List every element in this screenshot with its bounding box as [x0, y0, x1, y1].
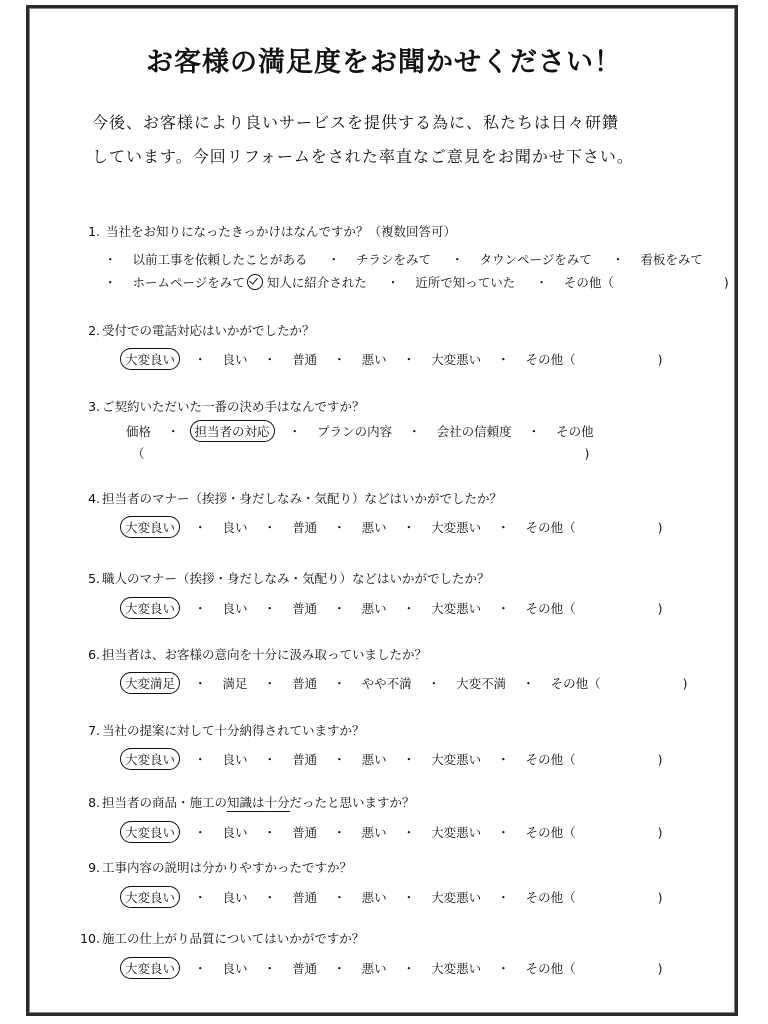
punctuation: （: [132, 446, 145, 461]
option-selected[interactable]: 大変良い: [120, 516, 180, 538]
separator: ・: [263, 520, 277, 535]
punctuation: ): [657, 890, 663, 905]
separator: ・: [333, 752, 346, 767]
option[interactable]: 大変悪い: [431, 961, 482, 976]
option-selected[interactable]: 大変良い: [120, 597, 180, 619]
option-other[interactable]: その他（: [525, 825, 576, 840]
option[interactable]: 満足: [222, 676, 248, 691]
option[interactable]: プランの内容: [317, 424, 393, 439]
separator: ・: [402, 825, 416, 840]
separator: ・: [408, 424, 421, 439]
option[interactable]: 悪い: [361, 961, 387, 976]
option[interactable]: 価格: [126, 424, 152, 439]
option-selected[interactable]: 大変良い: [120, 886, 180, 908]
separator: ・: [263, 961, 277, 976]
question-text: 担当者は、お客様の意向を十分に汲み取っていましたか？: [102, 647, 428, 662]
separator: ・: [535, 275, 548, 290]
q1-options-row-1: [104, 250, 705, 268]
punctuation: ): [657, 961, 663, 976]
option-selected[interactable]: 大変良い: [120, 348, 180, 370]
separator: ・: [527, 424, 541, 439]
q5-options: [124, 597, 663, 619]
option-other[interactable]: その他（: [525, 890, 576, 905]
q3-other-field[interactable]: [132, 444, 589, 462]
separator: ・: [194, 890, 207, 905]
separator: ・: [194, 676, 207, 691]
separator: ・: [263, 752, 277, 767]
separator: ・: [167, 424, 180, 439]
separator: ・: [194, 520, 207, 535]
option[interactable]: 良い: [222, 890, 248, 905]
punctuation: ): [584, 446, 590, 461]
option-other[interactable]: その他: [556, 424, 594, 439]
separator: ・: [497, 825, 510, 840]
option[interactable]: 大変悪い: [431, 601, 482, 616]
q4-options: [124, 516, 663, 538]
option[interactable]: 大変悪い: [431, 752, 482, 767]
separator: ・: [402, 752, 416, 767]
option[interactable]: 良い: [222, 601, 248, 616]
separator: ・: [333, 890, 346, 905]
separator: ・: [263, 352, 277, 367]
question-text: 当社をお知りになったきっかけはなんですか？（複数回答可）: [105, 224, 456, 239]
separator: ・: [194, 601, 207, 616]
option[interactable]: 普通: [292, 520, 318, 535]
separator: ・: [451, 252, 464, 267]
q2-options: [124, 348, 663, 370]
question-text: 工事内容の説明は分かりやすかったですか？: [102, 860, 353, 875]
punctuation: ): [657, 752, 663, 767]
option[interactable]: 悪い: [361, 352, 387, 367]
separator: ・: [497, 352, 510, 367]
option[interactable]: 近所で知っていた: [415, 275, 516, 290]
option[interactable]: 大変悪い: [431, 890, 482, 905]
separator: ・: [333, 520, 346, 535]
question-text: ご契約いただいた一番の決め手はなんですか？: [102, 399, 365, 414]
q3-options: [124, 420, 596, 442]
option[interactable]: 悪い: [361, 890, 387, 905]
separator: ・: [333, 676, 346, 691]
q9-options: [124, 886, 663, 908]
option[interactable]: 普通: [292, 890, 318, 905]
separator: ・: [402, 961, 416, 976]
option-checked[interactable]: 知人に紹介された: [266, 275, 367, 290]
separator: ・: [333, 352, 346, 367]
option[interactable]: タウンページをみて: [479, 252, 592, 267]
separator: ・: [522, 676, 535, 691]
separator: ・: [402, 601, 416, 616]
separator: ・: [263, 825, 277, 840]
separator: ・: [611, 252, 625, 267]
separator: ・: [194, 961, 207, 976]
separator: ・: [497, 752, 510, 767]
option[interactable]: 大変悪い: [431, 825, 482, 840]
option-selected[interactable]: 大変良い: [120, 748, 180, 770]
separator: ・: [402, 890, 416, 905]
separator: ・: [327, 252, 341, 267]
option[interactable]: 良い: [222, 752, 248, 767]
separator: ・: [288, 424, 302, 439]
separator: ・: [263, 676, 277, 691]
separator: ・: [497, 601, 510, 616]
punctuation: ): [657, 352, 663, 367]
option-other[interactable]: その他（: [525, 961, 576, 976]
option[interactable]: 悪い: [361, 601, 387, 616]
option-selected[interactable]: 大変良い: [120, 957, 180, 979]
option[interactable]: 良い: [222, 825, 248, 840]
separator: ・: [194, 752, 207, 767]
option[interactable]: 大変悪い: [431, 352, 482, 367]
separator: ・: [497, 961, 510, 976]
question-text: 職人のマナー（挨拶・身だしなみ・気配り）などはいかがでしたか？: [102, 571, 490, 586]
option-selected[interactable]: 担当者の対応: [190, 420, 275, 442]
underlined-text: 知識は十分: [227, 795, 290, 810]
intro-text: [92, 106, 692, 174]
separator: ・: [263, 890, 277, 905]
separator: ・: [497, 890, 510, 905]
option[interactable]: 以前工事を依頼したことがある: [132, 252, 308, 267]
separator: ・: [427, 676, 441, 691]
option[interactable]: 悪い: [361, 520, 387, 535]
separator: ・: [497, 520, 510, 535]
option[interactable]: 普通: [292, 752, 318, 767]
option-other[interactable]: その他（: [525, 601, 576, 616]
separator: ・: [194, 825, 207, 840]
punctuation: ): [682, 676, 688, 691]
q6-options: [124, 672, 688, 694]
option[interactable]: 大変不満: [456, 676, 507, 691]
option[interactable]: 大変悪い: [431, 520, 482, 535]
option-other[interactable]: その他（: [525, 352, 576, 367]
punctuation: ): [723, 275, 729, 290]
option[interactable]: 看板をみて: [640, 252, 703, 267]
option[interactable]: 会社の信頼度: [436, 424, 512, 439]
separator: ・: [333, 825, 346, 840]
q10-options: [124, 957, 663, 979]
option[interactable]: 良い: [222, 520, 248, 535]
punctuation: ・: [104, 252, 117, 267]
punctuation: ): [657, 601, 663, 616]
option[interactable]: 悪い: [361, 825, 387, 840]
option[interactable]: 悪い: [361, 752, 387, 767]
option-other[interactable]: その他（: [525, 520, 576, 535]
question-text: 施工の仕上がり品質についてはいかがですか？: [102, 931, 365, 946]
q8-options: [124, 821, 663, 843]
intro-line-1: 今後、お客様により良いサービスを提供する為に、私たちは日々研鑽: [92, 113, 620, 132]
option[interactable]: 良い: [222, 352, 248, 367]
option-other[interactable]: その他（: [550, 676, 601, 691]
punctuation: ): [657, 520, 663, 535]
separator: ・: [263, 601, 277, 616]
question-number: 1.: [88, 224, 100, 239]
checkmark-icon: [247, 274, 263, 290]
question-text: 担当者のマナー（挨拶・身だしなみ・気配り）などはいかがでしたか？: [102, 491, 503, 506]
option[interactable]: やや不満: [361, 676, 412, 691]
separator: ・: [386, 275, 400, 290]
q1-options-row-2: [104, 273, 729, 291]
intro-line-2: しています。今回リフォームをされた率直なご意見をお聞かせ下さい。: [92, 147, 634, 166]
question-text: 当社の提案に対して十分納得されていますか？: [102, 723, 365, 738]
separator: ・: [194, 352, 207, 367]
option[interactable]: 普通: [292, 352, 318, 367]
option-other[interactable]: その他（: [525, 752, 576, 767]
option[interactable]: ホームページをみて: [132, 275, 245, 290]
option[interactable]: 普通: [292, 825, 318, 840]
option[interactable]: 普通: [292, 961, 318, 976]
option[interactable]: 普通: [292, 601, 318, 616]
separator: ・: [333, 961, 346, 976]
option-selected[interactable]: 大変満足: [120, 672, 180, 694]
option[interactable]: チラシをみて: [356, 252, 432, 267]
option[interactable]: 良い: [222, 961, 248, 976]
q7-options: [124, 748, 663, 770]
option-other[interactable]: その他（: [563, 275, 614, 290]
survey-title: お客様の満足度をお聞かせください！: [146, 47, 622, 78]
question-text: 受付での電話対応はいかがでしたか？: [102, 323, 315, 338]
separator: ・: [402, 520, 416, 535]
punctuation: ・: [104, 275, 117, 290]
option[interactable]: 普通: [292, 676, 318, 691]
separator: ・: [402, 352, 416, 367]
separator: ・: [333, 601, 346, 616]
option-selected[interactable]: 大変良い: [120, 821, 180, 843]
punctuation: ): [657, 825, 663, 840]
